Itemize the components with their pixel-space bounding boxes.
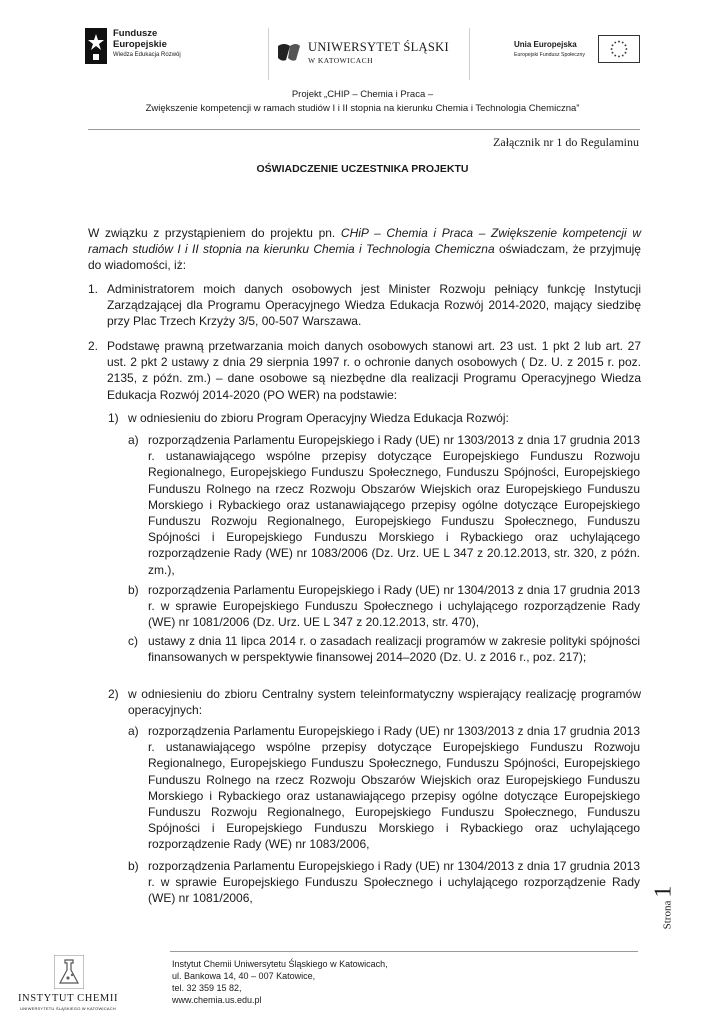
annex-label: Załącznik nr 1 do Regulaminu (493, 135, 639, 149)
footer-website: www.chemia.us.edu.pl (172, 995, 262, 1005)
sub-2b-letter: b) (128, 859, 139, 873)
footer-line2: ul. Bankowa 14, 40 – 007 Katowice, (172, 971, 316, 981)
fundusze-star-icon (85, 28, 107, 64)
page-number (650, 876, 710, 936)
page-number-rotated (650, 886, 677, 930)
intro-post: oświadczam, że przyjmuję do wiadomości, iż: (88, 242, 641, 273)
page-number-word: Strona (661, 900, 674, 930)
eu-line2: Europejski Fundusz Społeczny (514, 52, 585, 58)
eu-line1: Unia Europejska (514, 40, 577, 49)
intro-pre: W związku z przystąpieniem do projektu pn. (88, 226, 341, 240)
sub-1c-text: ustawy z dnia 11 lipca 2014 r. o zasadach realizacji programów w zakresie polityki spójności finansowanych w perspektywie finansowej 2014–2020 (Dz. U. z 2016 r., poz. 217); (148, 634, 640, 665)
university-city: W KATOWICACH (308, 56, 374, 65)
sub-2-text: w odniesieniu do zbioru Centralny system teleinformatyczny wspierający realizację programów operacyjnych: (128, 687, 641, 718)
university-name: UNIWERSYTET ŚLĄSKI (308, 40, 449, 54)
uniwersytet-slaski-logo (268, 28, 468, 80)
sub-2a-letter: a) (128, 724, 139, 738)
header-divider (88, 129, 640, 130)
intro-project-name: CHiP – Chemia i Praca – Zwiększenie kompetencji w ramach studiów I i II stopnia na kierunku Chemia i Technologia Chemiczna (88, 226, 641, 257)
chemistry-flask-icon (54, 955, 84, 989)
unia-europejska-logo (514, 34, 642, 64)
fundusze-line1: Fundusze (113, 28, 158, 39)
sub-2a-text: rozporządzenia Parlamentu Europejskiego i Rady (UE) nr 1303/2013 z dnia 17 grudnia 2013 r. ustanawiającego wspólne przepisy dotyczące Europejskiego Funduszu Rozwoju Regionalnego, Europejskiego Funduszu Społecznego, Funduszu Spójności, Europejskiego Funduszu Rolnego na rzecz Rozwoju Obszarów Wiejskich oraz Europejskiego Funduszu Morskiego i Rybackiego oraz ustanawiającego przepisy ogólne dotyczące Europejskiego Funduszu Rozwoju Regionalnego, Europejskiego Funduszu Społecznego, Funduszu Spójności i Europejskiego Funduszu Morskiego i Rybackiego oraz uchylającego rozporządzenie Rady (WE) nr 1083/2006, (148, 724, 640, 852)
item-1-text: Administratorem moich danych osobowych jest Minister Rozwoju pełniący funkcję Instytucji Zarządzającej dla Programu Operacyjnego Wiedza Edukacja Rozwój 2014-2020, mający siedzibę przy Plac Trzech Krzyży 3/5, 00-507 Warszawa. (107, 282, 641, 329)
sub-1a-text: rozporządzenia Parlamentu Europejskiego i Rady (UE) nr 1303/2013 z dnia 17 grudnia 2013 r. ustanawiającego wspólne przepisy dotyczące Europejskiego Funduszu Rozwoju Regionalnego, Europejskiego Funduszu Społecznego, Funduszu Spójności, Europejskiego Funduszu Rolnego na rzecz Rozwoju Obszarów Wiejskich oraz Europejskiego Funduszu Morskiego i Rybackiego oraz ustanawiającego przepisy ogólne dotyczące Europejskiego Funduszu Rozwoju Regionalnego, Europejskiego Funduszu Społecznego, Funduszu Spójności i Europejskiego Funduszu Morskiego i Rybackiego oraz uchylającego rozporządzenie Rady (WE) nr 1083/2006 (Dz. Urz. UE L 347 z 20.12.2013, str. 320, z późn. zm.), (148, 433, 640, 577)
page-number-value: 1 (650, 885, 677, 898)
sub-1-number: 1) (108, 411, 119, 425)
footer-line3: tel. 32 359 15 82, (172, 983, 242, 993)
university-emblem-icon (276, 40, 302, 66)
sub-1c-letter: c) (128, 634, 138, 648)
footer-line1: Instytut Chemii Uniwersytetu Śląskiego w Katowicach, (172, 959, 388, 969)
fundusze-line2: Europejskie (113, 39, 167, 50)
project-header-line2: Zwiększenie kompetencji w ramach studiów I i II stopnia na kierunku Chemia i Technologia Chemiczna” (145, 103, 580, 114)
instytut-chemii-name: INSTYTUT CHEMII (17, 993, 119, 1004)
item-1-number: 1. (88, 282, 99, 296)
fundusze-line3: Wiedza Edukacja Rozwój (113, 52, 181, 58)
item-2-number: 2. (88, 339, 99, 353)
document-title: OŚWIADCZENIE UCZESTNIKA PROJEKTU (256, 163, 469, 175)
intro-paragraph (88, 225, 641, 274)
sub-1b-letter: b) (128, 583, 139, 597)
sub-2-number: 2) (108, 687, 119, 701)
footer-divider (170, 951, 638, 952)
project-header-line1: Projekt „CHIP – Chemia i Praca – (291, 89, 434, 100)
sub-1-text: w odniesieniu do zbioru Program Operacyjny Wiedza Edukacja Rozwój: (128, 411, 509, 425)
sub-1a-letter: a) (128, 433, 139, 447)
instytut-chemii-subtitle: UNIWERSYTETU ŚLĄSKIEGO W KATOWICACH (20, 1006, 116, 1011)
fundusze-europejskie-logo (85, 28, 195, 66)
item-2-text: Podstawę prawną przetwarzania moich danych osobowych stanowi art. 23 ust. 1 pkt 2 lub art. 27 ust. 2 pkt 2 ustawy z dnia 29 sierpnia 1997 r. o ochronie danych osobowych ( Dz. U. z 2015 r. poz. 2135, z późn. zm.) – dane osobowe są niezbędne dla realizacji Programu Operacyjnego Wiedza Edukacja Rozwój 2014-2020 (PO WER) na podstawie: (107, 339, 641, 402)
eu-flag-icon (598, 35, 640, 63)
sub-2b-text: rozporządzenia Parlamentu Europejskiego i Rady (UE) nr 1304/2013 z dnia 17 grudnia 2013 r. w sprawie Europejskiego Funduszu Społecznego i uchylającego rozporządzenie Rady (WE) nr 1081/2006, (148, 859, 640, 906)
instytut-chemii-logo (16, 955, 120, 1013)
sub-1b-text: rozporządzenia Parlamentu Europejskiego i Rady (UE) nr 1304/2013 z dnia 17 grudnia 2013 r. w sprawie Europejskiego Funduszu Społecznego i uchylającego rozporządzenie Rady (WE) nr 1081/2006 (Dz. Urz. UE L 347 z 20.12.2013, str. 470), (148, 583, 640, 630)
